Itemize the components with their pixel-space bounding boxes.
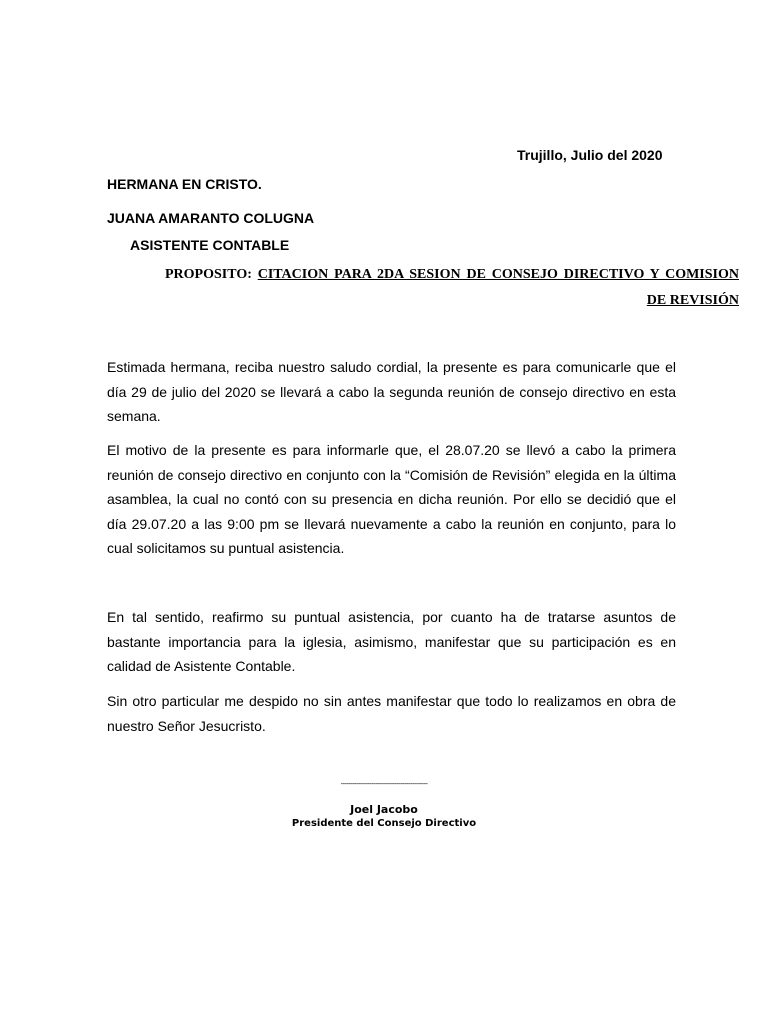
signer-role: Presidente del Consejo Directivo bbox=[291, 818, 477, 829]
body-paragraph-4 bbox=[107, 689, 676, 738]
signer-name: Joel Jacobo bbox=[350, 803, 418, 816]
paragraph-text: En tal sentido, reafirmo su puntual asistencia, por cuanto ha de tratarse asuntos de bastante importancia para la iglesia, asimismo, manifestar que su participación es en calidad de Asistente Contable. bbox=[107, 609, 676, 674]
purpose-line bbox=[107, 262, 739, 314]
purpose-label: PROPOSITO: bbox=[165, 267, 258, 282]
purpose-subject: CITACION PARA 2DA SESION DE CONSEJO DIRECTIVO Y COMISION DE REVISIÓN bbox=[257, 267, 739, 308]
letter-date: Trujillo, Julio del 2020 bbox=[517, 147, 663, 163]
salutation: HERMANA EN CRISTO. bbox=[107, 176, 262, 192]
body-paragraph-1 bbox=[107, 355, 676, 429]
recipient-name: JUANA AMARANTO COLUGNA bbox=[107, 210, 315, 226]
body-paragraph-2 bbox=[107, 438, 676, 561]
paragraph-text: Estimada hermana, reciba nuestro saludo cordial, la presente es para comunicarle que el día 29 de julio del 2020 se llevará a cabo la segunda reunión de consejo directivo en esta semana. bbox=[107, 359, 676, 424]
recipient-title: ASISTENTE CONTABLE bbox=[130, 237, 290, 253]
signature-block bbox=[234, 778, 534, 830]
paragraph-text: El motivo de la presente es para informarle que, el 28.07.20 se llevó a cabo la primera reunión de consejo directivo en conjunto con la “Comisión de Revisión” elegida en la última asamblea, la cual no contó con su presencia en dicha reunión. Por ello se decidió que el día 29.07.20 a las 9:00 pm se llevará nuevamente a cabo la reunión en conjunto, para lo cual solicitamos su puntual asistencia. bbox=[107, 442, 676, 556]
paragraph-text: Sin otro particular me despido no sin antes manifestar que todo lo realizamos en obra de nuestro Señor Jesucristo. bbox=[107, 693, 676, 734]
signature-line: --------------------------------------------- bbox=[340, 780, 428, 788]
body-paragraph-3 bbox=[107, 605, 676, 679]
